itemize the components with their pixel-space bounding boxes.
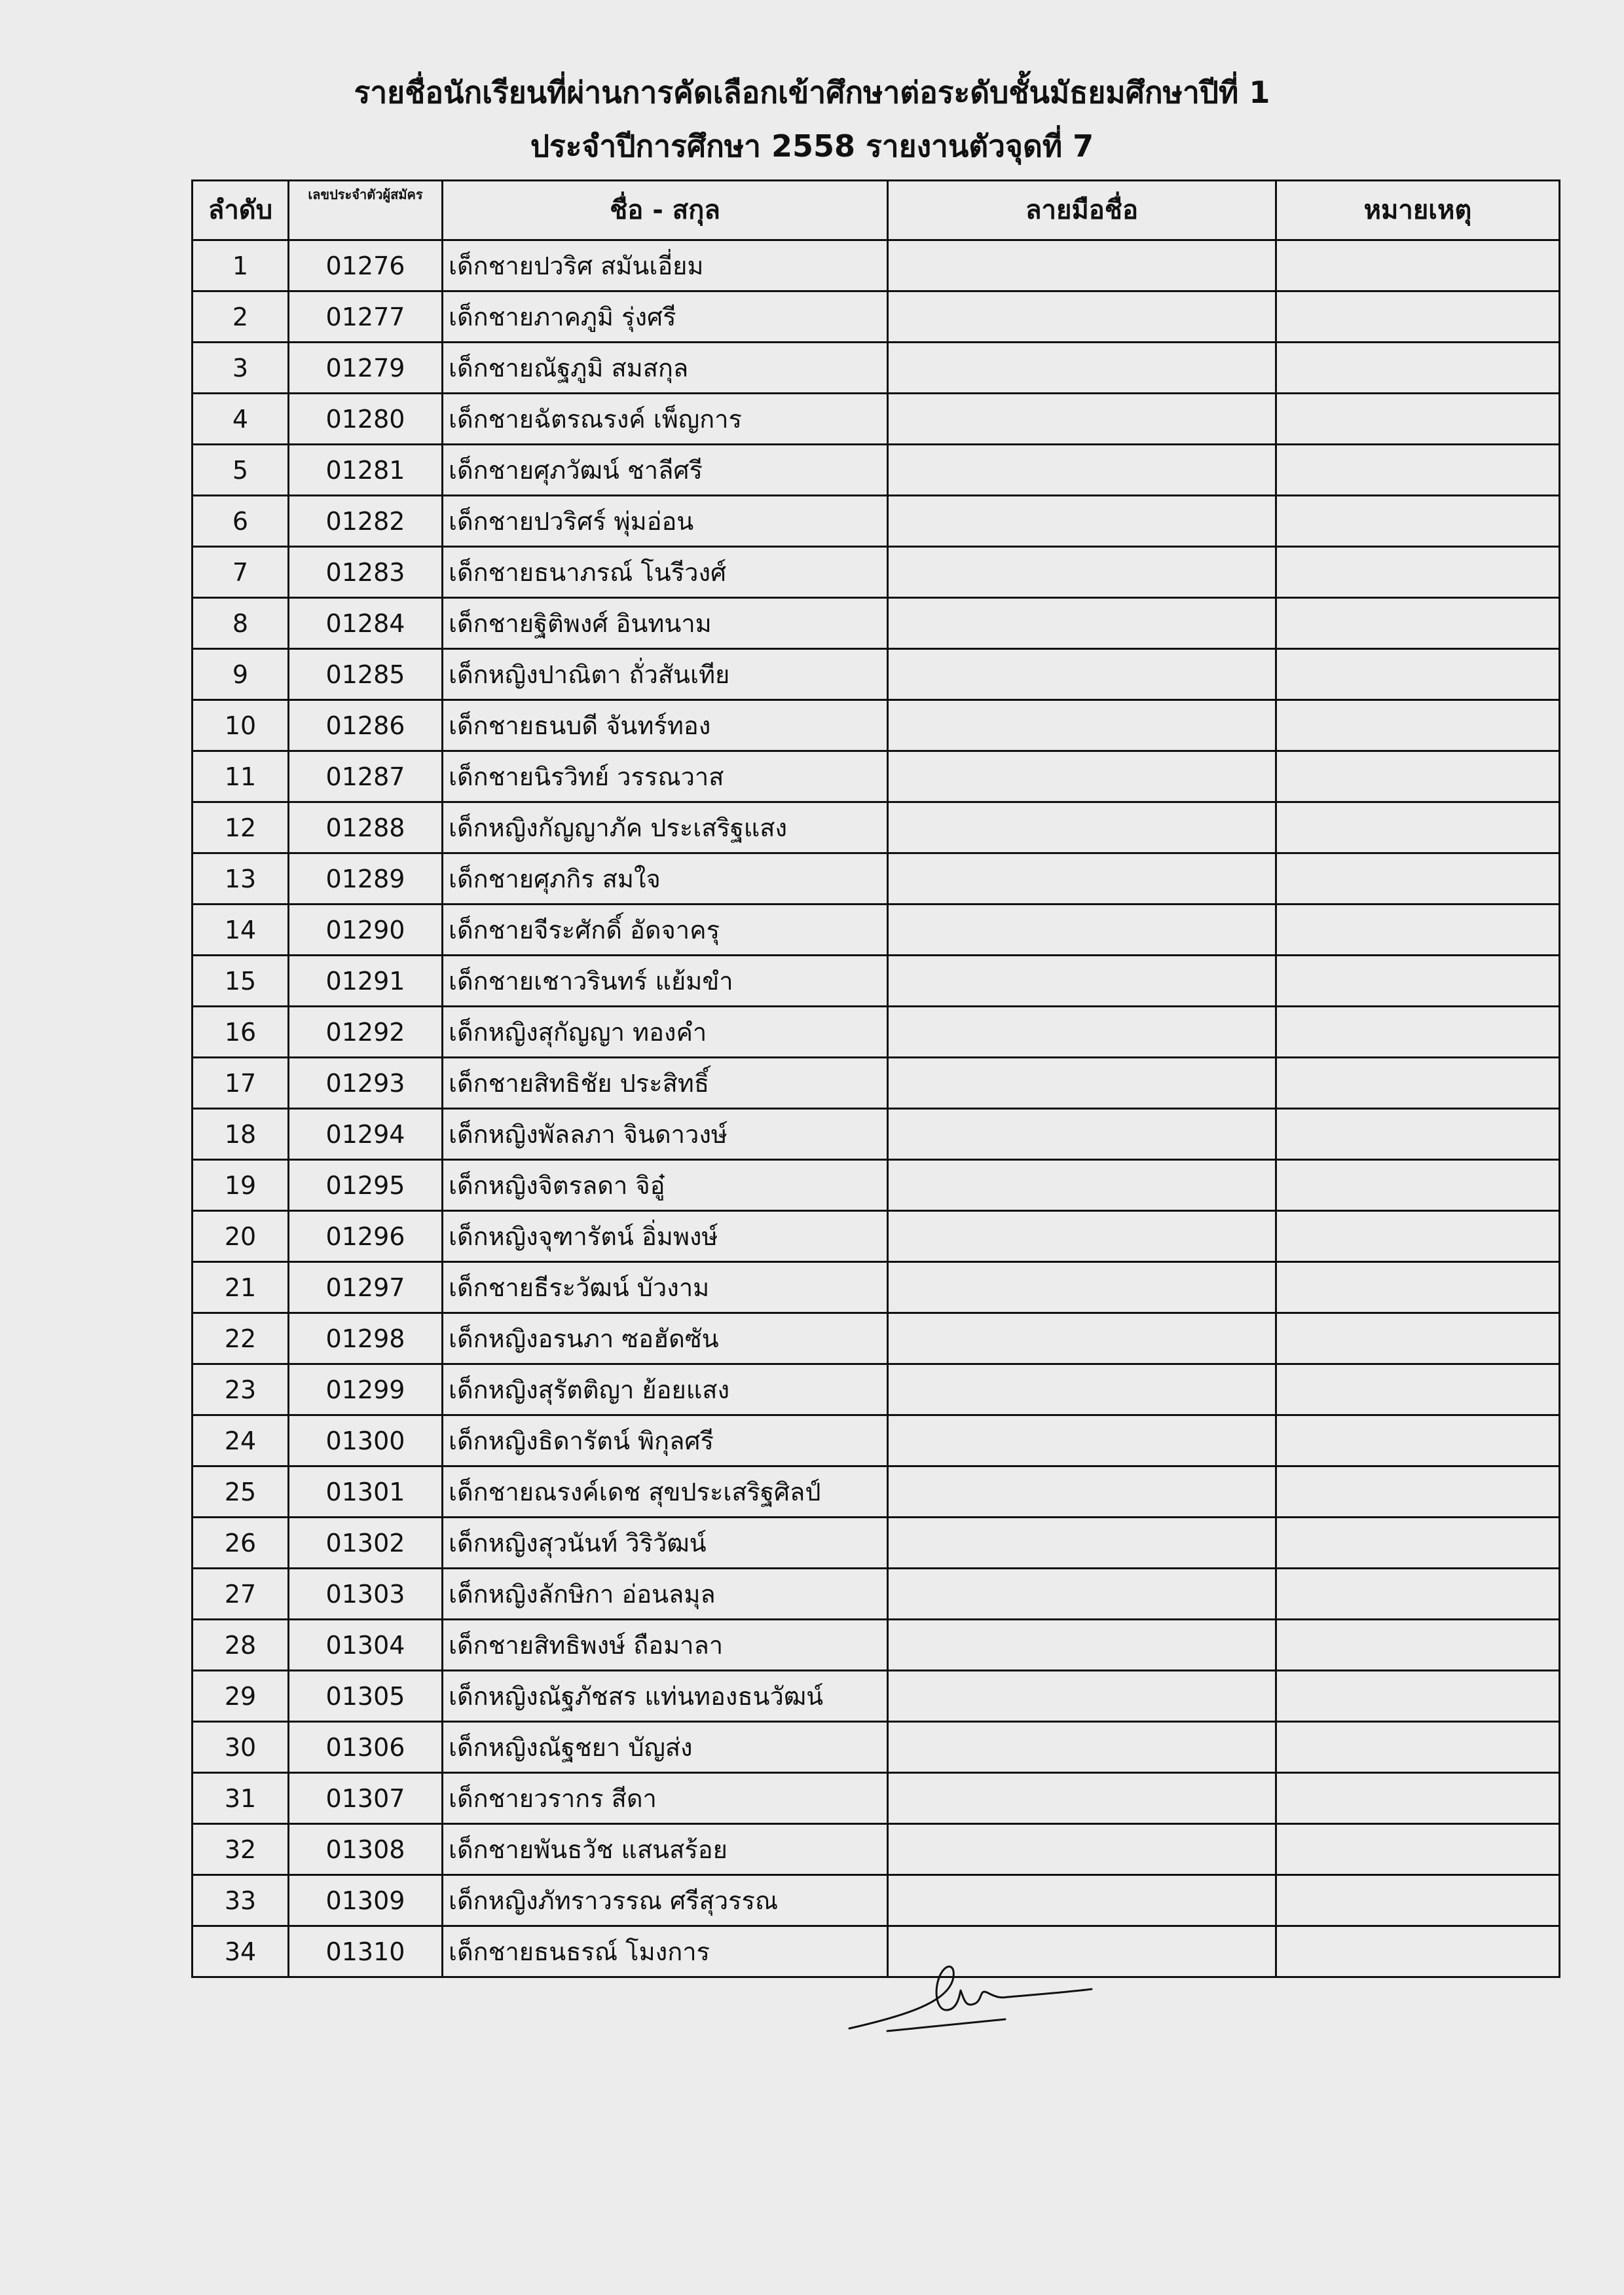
column-header-applicant-no: เลขประจำตัวผู้สมัคร — [289, 181, 443, 240]
table-row — [193, 547, 1560, 598]
row-remark-cell — [1276, 700, 1560, 751]
row-order: 4 — [193, 394, 289, 445]
row-signature-cell — [888, 802, 1276, 853]
row-applicant-no: 01277 — [289, 291, 443, 343]
row-signature-cell — [888, 700, 1276, 751]
row-order: 34 — [193, 1926, 289, 1977]
row-order: 27 — [193, 1569, 289, 1620]
row-order: 22 — [193, 1313, 289, 1364]
row-name: เด็กหญิงสุวนันท์ วิริวัฒน์ — [443, 1518, 888, 1569]
row-applicant-no: 01291 — [289, 956, 443, 1007]
row-name: เด็กชายปวริศร์ พุ่มอ่อน — [443, 496, 888, 547]
row-remark-cell — [1276, 1824, 1560, 1875]
row-signature-cell — [888, 1671, 1276, 1722]
row-applicant-no: 01305 — [289, 1671, 443, 1722]
row-name: เด็กชายศุภกิร สมใจ — [443, 853, 888, 905]
row-applicant-no: 01285 — [289, 649, 443, 700]
row-order: 23 — [193, 1364, 289, 1415]
table-header-row — [193, 181, 1560, 240]
document-subtitle: ประจำปีการศึกษา 2558 รายงานตัวจุดที่ 7 — [530, 128, 1094, 164]
row-applicant-no: 01301 — [289, 1466, 443, 1518]
row-remark-cell — [1276, 1313, 1560, 1364]
column-header-signature: ลายมือชื่อ — [888, 181, 1276, 240]
row-order: 16 — [193, 1007, 289, 1058]
table-row — [193, 1262, 1560, 1313]
row-name: เด็กชายณัฐภูมิ สมสกุล — [443, 343, 888, 394]
row-remark-cell — [1276, 905, 1560, 956]
row-remark-cell — [1276, 1722, 1560, 1773]
row-name: เด็กหญิงกัญญาภัค ประเสริฐแสง — [443, 802, 888, 853]
table-row — [193, 1211, 1560, 1262]
row-remark-cell — [1276, 1773, 1560, 1824]
table-row — [193, 1058, 1560, 1109]
document-title: รายชื่อนักเรียนที่ผ่านการคัดเลือกเข้าศึกษาต่อระดับชั้นมัธยมศึกษาปีที่ 1 — [354, 75, 1270, 110]
row-applicant-no: 01279 — [289, 343, 443, 394]
row-applicant-no: 01294 — [289, 1109, 443, 1160]
table-row — [193, 1875, 1560, 1926]
table-row — [193, 1620, 1560, 1671]
row-order: 29 — [193, 1671, 289, 1722]
row-remark-cell — [1276, 1007, 1560, 1058]
row-signature-cell — [888, 1722, 1276, 1773]
row-applicant-no: 01302 — [289, 1518, 443, 1569]
row-order: 8 — [193, 598, 289, 649]
row-signature-cell — [888, 751, 1276, 802]
row-name: เด็กชายภาคภูมิ รุ่งศรี — [443, 291, 888, 343]
row-signature-cell — [888, 1875, 1276, 1926]
row-applicant-no: 01310 — [289, 1926, 443, 1977]
row-name: เด็กชายศุภวัฒน์ ชาลีศรี — [443, 445, 888, 496]
table-row — [193, 700, 1560, 751]
row-name: เด็กชายธนธรณ์ โมงการ — [443, 1926, 888, 1977]
row-order: 11 — [193, 751, 289, 802]
table-row — [193, 1773, 1560, 1824]
row-name: เด็กหญิงภัทราวรรณ ศรีสุวรรณ — [443, 1875, 888, 1926]
row-order: 5 — [193, 445, 289, 496]
table-row — [193, 956, 1560, 1007]
row-name: เด็กชายธนบดี จันทร์ทอง — [443, 700, 888, 751]
row-signature-cell — [888, 291, 1276, 343]
row-signature-cell — [888, 496, 1276, 547]
column-header-order: ลำดับ — [193, 181, 289, 240]
row-name: เด็กหญิงปาณิตา ถั่วสันเทีย — [443, 649, 888, 700]
table-row — [193, 1569, 1560, 1620]
row-applicant-no: 01288 — [289, 802, 443, 853]
row-applicant-no: 01293 — [289, 1058, 443, 1109]
row-order: 28 — [193, 1620, 289, 1671]
row-order: 21 — [193, 1262, 289, 1313]
row-order: 3 — [193, 343, 289, 394]
table-row — [193, 751, 1560, 802]
table-row — [193, 343, 1560, 394]
row-signature-cell — [888, 1466, 1276, 1518]
row-order: 31 — [193, 1773, 289, 1824]
table-row — [193, 853, 1560, 905]
row-applicant-no: 01307 — [289, 1773, 443, 1824]
row-remark-cell — [1276, 1364, 1560, 1415]
row-name: เด็กชายจีระศักดิ์ อัดจาครุ — [443, 905, 888, 956]
table-row — [193, 1518, 1560, 1569]
row-remark-cell — [1276, 649, 1560, 700]
row-signature-cell — [888, 1160, 1276, 1211]
row-name: เด็กหญิงณัฐภัชสร แท่นทองธนวัฒน์ — [443, 1671, 888, 1722]
row-applicant-no: 01287 — [289, 751, 443, 802]
table-row — [193, 1415, 1560, 1466]
table-row — [193, 496, 1560, 547]
row-name: เด็กหญิงสุรัตติญา ย้อยแสง — [443, 1364, 888, 1415]
row-remark-cell — [1276, 343, 1560, 394]
row-remark-cell — [1276, 445, 1560, 496]
table-row — [193, 445, 1560, 496]
row-order: 30 — [193, 1722, 289, 1773]
row-signature-cell — [888, 853, 1276, 905]
row-remark-cell — [1276, 1211, 1560, 1262]
row-remark-cell — [1276, 1569, 1560, 1620]
row-signature-cell — [888, 1620, 1276, 1671]
row-applicant-no: 01283 — [289, 547, 443, 598]
row-signature-cell — [888, 905, 1276, 956]
row-signature-cell — [888, 1773, 1276, 1824]
row-remark-cell — [1276, 1875, 1560, 1926]
row-signature-cell — [888, 240, 1276, 291]
row-signature-cell — [888, 1518, 1276, 1569]
row-order: 15 — [193, 956, 289, 1007]
row-signature-cell — [888, 956, 1276, 1007]
row-remark-cell — [1276, 751, 1560, 802]
row-signature-cell — [888, 1364, 1276, 1415]
row-order: 20 — [193, 1211, 289, 1262]
row-signature-cell — [888, 1007, 1276, 1058]
row-remark-cell — [1276, 1466, 1560, 1518]
row-remark-cell — [1276, 547, 1560, 598]
row-applicant-no: 01297 — [289, 1262, 443, 1313]
row-name: เด็กชายวรากร สีดา — [443, 1773, 888, 1824]
table-row — [193, 1364, 1560, 1415]
row-name: เด็กหญิงลักษิกา อ่อนลมุล — [443, 1569, 888, 1620]
row-order: 18 — [193, 1109, 289, 1160]
row-name: เด็กหญิงสุกัญญา ทองคำ — [443, 1007, 888, 1058]
row-applicant-no: 01282 — [289, 496, 443, 547]
row-name: เด็กชายปวริศ สมันเอี่ยม — [443, 240, 888, 291]
row-order: 9 — [193, 649, 289, 700]
row-signature-cell — [888, 1569, 1276, 1620]
row-remark-cell — [1276, 802, 1560, 853]
row-applicant-no: 01304 — [289, 1620, 443, 1671]
row-remark-cell — [1276, 853, 1560, 905]
row-order: 24 — [193, 1415, 289, 1466]
table-row — [193, 802, 1560, 853]
table-row — [193, 598, 1560, 649]
table-row — [193, 1466, 1560, 1518]
row-signature-cell — [888, 1824, 1276, 1875]
row-applicant-no: 01281 — [289, 445, 443, 496]
table-row — [193, 1109, 1560, 1160]
row-remark-cell — [1276, 240, 1560, 291]
row-signature-cell — [888, 1313, 1276, 1364]
row-applicant-no: 01296 — [289, 1211, 443, 1262]
row-order: 32 — [193, 1824, 289, 1875]
row-order: 19 — [193, 1160, 289, 1211]
row-applicant-no: 01286 — [289, 700, 443, 751]
handwritten-signature — [848, 1942, 1097, 2040]
row-applicant-no: 01290 — [289, 905, 443, 956]
row-remark-cell — [1276, 496, 1560, 547]
row-signature-cell — [888, 1211, 1276, 1262]
row-name: เด็กชายสิทธิชัย ประสิทธิ์ — [443, 1058, 888, 1109]
row-name: เด็กหญิงอรนภา ซอฮัดซัน — [443, 1313, 888, 1364]
table-row — [193, 240, 1560, 291]
table-row — [193, 649, 1560, 700]
row-remark-cell — [1276, 1262, 1560, 1313]
row-remark-cell — [1276, 1518, 1560, 1569]
row-remark-cell — [1276, 1058, 1560, 1109]
column-header-remark: หมายเหตุ — [1276, 181, 1560, 240]
row-signature-cell — [888, 445, 1276, 496]
row-name: เด็กหญิงจิตรลดา จิอู๋ — [443, 1160, 888, 1211]
row-applicant-no: 01298 — [289, 1313, 443, 1364]
row-applicant-no: 01300 — [289, 1415, 443, 1466]
row-signature-cell — [888, 547, 1276, 598]
row-remark-cell — [1276, 1926, 1560, 1977]
table-row — [193, 291, 1560, 343]
row-remark-cell — [1276, 291, 1560, 343]
row-signature-cell — [888, 1262, 1276, 1313]
row-applicant-no: 01299 — [289, 1364, 443, 1415]
row-applicant-no: 01295 — [289, 1160, 443, 1211]
row-applicant-no: 01280 — [289, 394, 443, 445]
row-order: 14 — [193, 905, 289, 956]
row-name: เด็กหญิงณัฐชยา บัญส่ง — [443, 1722, 888, 1773]
row-applicant-no: 01289 — [289, 853, 443, 905]
row-order: 13 — [193, 853, 289, 905]
row-remark-cell — [1276, 394, 1560, 445]
row-remark-cell — [1276, 598, 1560, 649]
row-remark-cell — [1276, 956, 1560, 1007]
table-row — [193, 1722, 1560, 1773]
row-remark-cell — [1276, 1620, 1560, 1671]
row-name: เด็กชายนิรวิทย์ วรรณวาส — [443, 751, 888, 802]
row-name: เด็กชายณรงค์เดช สุขประเสริฐศิลป์ — [443, 1466, 888, 1518]
row-applicant-no: 01309 — [289, 1875, 443, 1926]
row-name: เด็กชายฐิติพงศ์ อินทนาม — [443, 598, 888, 649]
table-row — [193, 905, 1560, 956]
row-order: 26 — [193, 1518, 289, 1569]
row-name: เด็กชายสิทธิพงษ์ ถือมาลา — [443, 1620, 888, 1671]
column-header-name: ชื่อ - สกุล — [443, 181, 888, 240]
row-name: เด็กหญิงจุฑารัตน์ อิ่มพงษ์ — [443, 1211, 888, 1262]
row-signature-cell — [888, 1058, 1276, 1109]
row-order: 7 — [193, 547, 289, 598]
row-name: เด็กหญิงพัลลภา จินดาวงษ์ — [443, 1109, 888, 1160]
row-name: เด็กชายเชาวรินทร์ แย้มขำ — [443, 956, 888, 1007]
row-applicant-no: 01303 — [289, 1569, 443, 1620]
row-order: 25 — [193, 1466, 289, 1518]
row-signature-cell — [888, 394, 1276, 445]
row-order: 1 — [193, 240, 289, 291]
row-order: 33 — [193, 1875, 289, 1926]
row-name: เด็กชายฉัตรณรงค์ เพ็ญการ — [443, 394, 888, 445]
row-name: เด็กชายพันธวัช แสนสร้อย — [443, 1824, 888, 1875]
table-row — [193, 1313, 1560, 1364]
row-applicant-no: 01284 — [289, 598, 443, 649]
row-order: 10 — [193, 700, 289, 751]
row-name: เด็กชายธีระวัฒน์ บัวงาม — [443, 1262, 888, 1313]
row-signature-cell — [888, 598, 1276, 649]
table-row — [193, 1160, 1560, 1211]
row-applicant-no: 01308 — [289, 1824, 443, 1875]
row-name: เด็กชายธนาภรณ์ โนรีวงศ์ — [443, 547, 888, 598]
student-list-table — [191, 179, 1560, 1978]
row-order: 6 — [193, 496, 289, 547]
row-name: เด็กหญิงธิดารัตน์ พิกุลศรี — [443, 1415, 888, 1466]
row-signature-cell — [888, 1415, 1276, 1466]
row-signature-cell — [888, 649, 1276, 700]
row-order: 17 — [193, 1058, 289, 1109]
row-applicant-no: 01276 — [289, 240, 443, 291]
row-signature-cell — [888, 1109, 1276, 1160]
row-remark-cell — [1276, 1109, 1560, 1160]
table-row — [193, 1007, 1560, 1058]
table-row — [193, 1824, 1560, 1875]
row-applicant-no: 01306 — [289, 1722, 443, 1773]
table-row — [193, 1671, 1560, 1722]
row-applicant-no: 01292 — [289, 1007, 443, 1058]
row-remark-cell — [1276, 1671, 1560, 1722]
row-signature-cell — [888, 343, 1276, 394]
row-order: 12 — [193, 802, 289, 853]
table-body — [193, 240, 1560, 1977]
row-remark-cell — [1276, 1160, 1560, 1211]
row-order: 2 — [193, 291, 289, 343]
table-row — [193, 394, 1560, 445]
row-remark-cell — [1276, 1415, 1560, 1466]
